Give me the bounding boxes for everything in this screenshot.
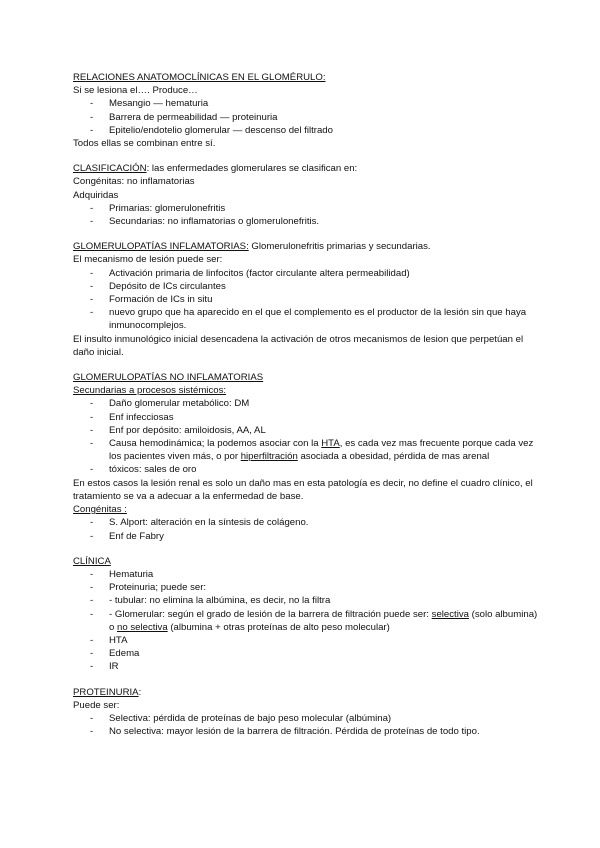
list-item: - Enf por depósito: amiloidosis, AA, AL	[90, 424, 266, 436]
section-heading-inflamatorias: GLOMERULOPATÍAS INFLAMATORIAS: Glomerulonefritis primarias y secundarias.	[73, 241, 431, 253]
bullet-list	[73, 267, 543, 333]
paragraph: El mecanismo de lesión puede ser:	[73, 254, 223, 266]
subheading-congenitas: Congénitas :	[73, 504, 127, 516]
paragraph: Puede ser:	[73, 699, 120, 711]
paragraph: Si se lesiona el…. Produce…	[73, 85, 198, 97]
list-item: - Mesangio — hematuria	[90, 98, 209, 110]
section-heading-no-inflamatorias: GLOMERULOPATÍAS NO INFLAMATORIAS	[73, 372, 264, 384]
bullet-list	[73, 397, 543, 476]
subheading-secundarias: Secundarias a procesos sistémicos:	[73, 385, 227, 397]
paragraph: Adquiridas	[73, 189, 119, 201]
list-item: - Activación primaria de linfocitos (factor circulante altera permeabilidad)	[90, 267, 410, 279]
list-item: - Selectiva: pérdida de proteínas de bajo peso molecular (albúmina)	[90, 712, 392, 724]
list-item: - Daño glomerular metabólico: DM	[90, 398, 250, 410]
paragraph: Congénitas: no inflamatorias	[73, 176, 195, 188]
list-item: - Barrera de permeabilidad — proteinuria	[90, 111, 278, 123]
section-heading-clasificacion: CLASIFICACIÓN: las enfermedades glomerulares se clasifican en:	[73, 163, 358, 175]
document-page	[73, 71, 543, 738]
list-item: - Secundarias: no inflamatorias o glomerulonefritis.	[90, 216, 320, 228]
list-item: - IR	[90, 661, 119, 673]
section-heading-proteinuria: PROTEINURIA:	[73, 686, 142, 698]
list-item: - Enf infecciosas	[90, 411, 174, 423]
list-item: - Depósito de ICs circulantes	[90, 280, 226, 292]
paragraph: El insulto inmunológico inicial desencadena la activación de otros mecanismos de lesion que perpetúan el daño inicial.	[73, 333, 524, 358]
bullet-list	[73, 568, 543, 674]
list-item: - Formación de ICs in situ	[90, 294, 213, 306]
list-item: - Enf de Fabry	[90, 530, 164, 542]
section-heading-relaciones: RELACIONES ANATOMOCLÍNICAS EN EL GLOMÉRULO:	[73, 72, 326, 83]
bullet-list	[73, 97, 543, 137]
section-heading-clinica: CLÍNICA	[73, 555, 111, 567]
list-item: - - Glomerular: según el grado de lesión de la barrera de filtración puede ser: selectiva (solo albumina) o no selectiva (albumina + otras proteínas de alto peso molecular)	[90, 608, 538, 633]
paragraph: En estos casos la lesión renal es solo un daño mas en esta patología es decir, no define el cuadro clínico, el tratamiento se va a adecuar a la enfermedad de base.	[73, 477, 533, 502]
list-item: - Primarias: glomerulonefritis	[90, 202, 226, 214]
bullet-list	[73, 516, 543, 542]
paragraph: Todos ellas se combinan entre sí.	[73, 138, 216, 150]
bullet-list	[73, 202, 543, 228]
list-item: - Epitelio/endotelio glomerular — descenso del filtrado	[90, 124, 333, 136]
list-item: - Proteinuria; puede ser:	[90, 582, 207, 594]
list-item: - No selectiva: mayor lesión de la barrera de filtración. Pérdida de proteínas de todo tipo.	[90, 726, 480, 738]
list-item: - - tubular: no elimina la albúmina, es decir, no la filtra	[90, 595, 331, 607]
list-item: - Hematuria	[90, 568, 154, 580]
list-item: - tóxicos: sales de oro	[90, 464, 197, 476]
list-item: - Edema	[90, 648, 140, 660]
list-item: - nuevo grupo que ha aparecido en el que el complemento es el productor de la lesión sin que haya inmunocomplejos.	[90, 307, 527, 332]
list-item: - HTA	[90, 634, 128, 646]
list-item: - Causa hemodinámica; la podemos asociar con la HTA, es cada vez mas frecuente porque cada vez los pacientes viven más, o por hiperfiltración asociada a obesidad, pérdida de mas arenal	[90, 438, 534, 463]
bullet-list	[73, 712, 543, 738]
list-item: - S. Alport: alteración en la síntesis de colágeno.	[90, 517, 309, 529]
